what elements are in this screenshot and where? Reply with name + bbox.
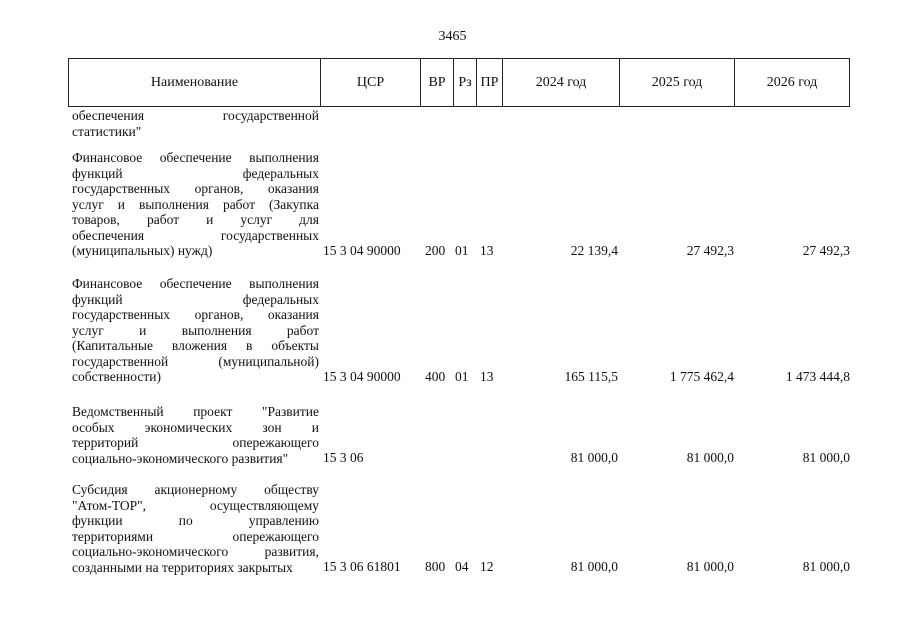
- row-rz: 01: [455, 243, 469, 258]
- row-2025: 1 775 462,4: [669, 369, 734, 384]
- row-name-line: обеспечения государственной: [72, 108, 319, 123]
- row-2025: 81 000,0: [686, 450, 734, 465]
- row-name-line: государственной (муниципальной): [72, 353, 319, 369]
- row-csr: 15 3 04 90000: [323, 243, 401, 258]
- row-name-line: функций федеральных: [72, 291, 319, 307]
- row-csr: 15 3 04 90000: [323, 369, 401, 384]
- row-2025: 27 492,3: [686, 243, 734, 258]
- row-name-line: (муниципальных) нужд): [72, 243, 213, 258]
- row-name-line: Ведомственный проект "Развитие: [72, 404, 319, 419]
- row-csr: 15 3 06: [323, 450, 364, 465]
- row-rz: 04: [455, 559, 469, 574]
- page-number: 3465: [438, 29, 467, 44]
- row-vr: 400: [425, 369, 446, 384]
- row-name-line: товаров, работ и услуг для: [72, 212, 319, 227]
- row-vr: 800: [425, 559, 446, 574]
- row-2026: 81 000,0: [802, 559, 850, 574]
- row-name: [72, 404, 319, 466]
- row-name-line: особых экономических зон и: [72, 419, 319, 435]
- row-2024: 81 000,0: [570, 450, 618, 465]
- row-pr: 12: [480, 559, 494, 574]
- row-name-line: (Капитальные вложения в объекты: [72, 338, 319, 353]
- row-2024: 165 115,5: [564, 369, 618, 384]
- row-name-line: Финансовое обеспечение выполнения: [72, 276, 319, 291]
- row-2026: 81 000,0: [802, 450, 850, 465]
- header-csr: ЦСР: [356, 74, 385, 90]
- row-name-line: обеспечения государственных: [72, 227, 319, 243]
- header-vr: ВР: [428, 74, 446, 90]
- header-2026: 2026 год: [766, 74, 818, 90]
- row-2025: 81 000,0: [686, 559, 734, 574]
- row-name-line: статистики": [72, 123, 142, 139]
- row-name-line: территориями опережающего: [72, 528, 319, 544]
- row-name-line: функций федеральных: [72, 165, 319, 181]
- row-name-line: Субсидия акционерному обществу: [72, 482, 319, 497]
- header-2025: 2025 год: [651, 74, 703, 90]
- row-name: [72, 150, 319, 259]
- header-2024: 2024 год: [535, 74, 587, 90]
- row-name-line: Финансовое обеспечение выполнения: [72, 150, 319, 165]
- row-csr: 15 3 06 61801: [323, 559, 401, 574]
- header-rz: Рз: [458, 74, 472, 90]
- row-name-line: услуг и выполнения работ: [72, 322, 319, 338]
- row-name-line: государственных органов, оказания: [72, 181, 319, 196]
- row-name-line: услуг и выполнения работ (Закупка: [72, 196, 319, 212]
- row-name-line: государственных органов, оказания: [72, 307, 319, 322]
- row-name-line: созданными на территориях закрытых: [72, 559, 293, 575]
- row-pr: 13: [480, 243, 494, 258]
- header-pr: ПР: [480, 74, 499, 90]
- table-header: [68, 58, 850, 107]
- row-name-line: территорий опережающего: [72, 435, 319, 450]
- row-name-line: социально-экономического развития": [72, 450, 289, 466]
- row-rz: 01: [455, 369, 469, 384]
- row-vr: 200: [425, 243, 446, 258]
- row-name: [72, 276, 319, 385]
- row-name: [72, 108, 319, 139]
- row-2026: 1 473 444,8: [785, 369, 850, 384]
- row-name-line: социально-экономического развития,: [72, 544, 319, 559]
- row-name-line: функции по управлению: [72, 513, 319, 528]
- row-name-line: "Атом-ТОР", осуществляющему: [72, 497, 319, 513]
- row-pr: 13: [480, 369, 494, 384]
- row-2024: 81 000,0: [570, 559, 618, 574]
- header-name: Наименование: [150, 74, 239, 90]
- row-2026: 27 492,3: [802, 243, 850, 258]
- row-name-line: собственности): [72, 369, 161, 384]
- row-name: [72, 482, 319, 575]
- row-2024: 22 139,4: [570, 243, 618, 258]
